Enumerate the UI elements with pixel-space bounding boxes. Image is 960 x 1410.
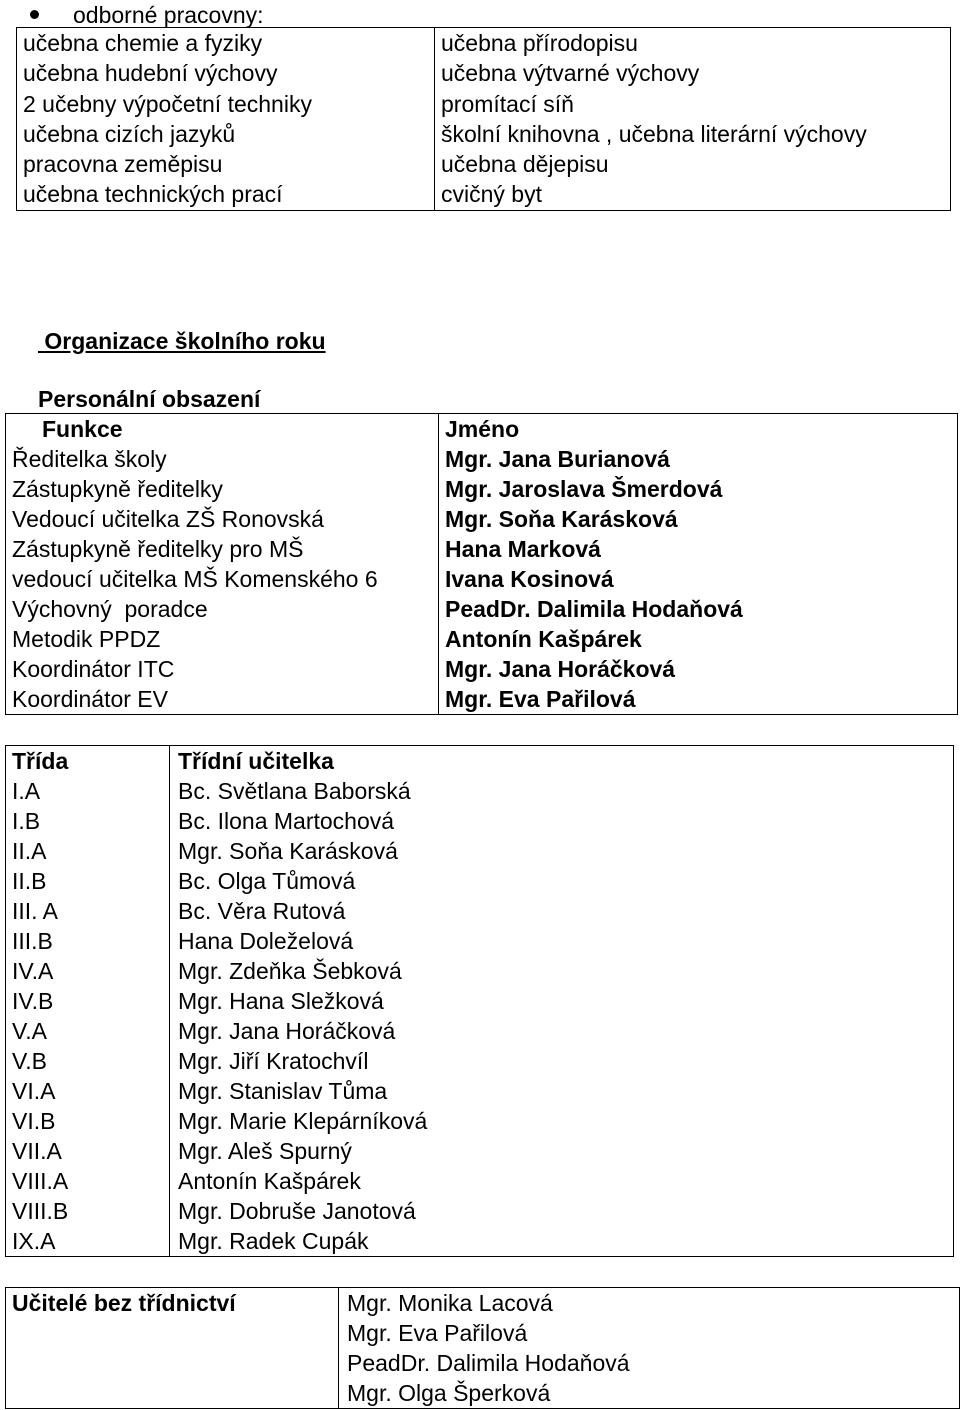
class-label: III. A <box>12 898 59 924</box>
room-item: cvičný byt <box>441 181 542 208</box>
staff-name: Mgr. Jana Burianová <box>445 446 670 472</box>
teacher-name: Mgr. Aleš Spurný <box>178 1138 352 1164</box>
class-header: Třída <box>12 748 69 774</box>
teacher-cell <box>170 746 954 1257</box>
room-item: učebna výtvarné výchovy <box>441 60 700 87</box>
no-class-label-cell <box>6 1288 339 1409</box>
staff-function-cell <box>6 414 439 715</box>
no-class-label: Učitelé bez třídnictví <box>12 1290 236 1316</box>
rooms-right-cell <box>435 28 951 211</box>
class-label: IV.B <box>12 988 54 1014</box>
teacher-name: Mgr. Radek Cupák <box>178 1228 369 1254</box>
class-label: V.A <box>12 1018 47 1044</box>
class-label: II.B <box>12 868 47 894</box>
teacher-name: Mgr. Zdeňka Šebková <box>178 958 402 984</box>
staff-function: Výchovný poradce <box>12 596 208 622</box>
teacher-name: Mgr. Jana Horáčková <box>178 1018 396 1044</box>
no-class-teachers-table <box>5 1287 960 1409</box>
section-title: Organizace školního roku <box>38 328 326 354</box>
room-item: učebna chemie a fyziky <box>23 30 263 56</box>
class-label: II.A <box>12 838 47 864</box>
teacher-name: Mgr. Stanislav Tůma <box>178 1078 388 1104</box>
teacher-name: Mgr. Soňa Karásková <box>178 838 398 864</box>
staff-function: Vedoucí učitelka ZŠ Ronovská <box>12 506 324 532</box>
teacher-name: Antonín Kašpárek <box>178 1168 361 1194</box>
staff-name: Antonín Kašpárek <box>445 626 642 652</box>
staff-function: vedoucí učitelka MŠ Komenského 6 <box>12 566 378 592</box>
staff-name: Ivana Kosinová <box>445 566 614 592</box>
room-item: učebna hudební výchovy <box>23 60 278 87</box>
staff-name: PeadDr. Dalimila Hodaňová <box>445 596 743 622</box>
class-label: I.B <box>12 808 41 834</box>
room-item: pracovna zeměpisu <box>23 151 223 178</box>
teacher-name: Bc. Věra Rutová <box>178 898 346 924</box>
class-label: VIII.A <box>12 1168 69 1194</box>
class-label: I.A <box>12 778 41 804</box>
class-label: VI.A <box>12 1078 56 1104</box>
teacher-name: Bc. Světlana Baborská <box>178 778 411 804</box>
teacher-name: Mgr. Marie Klepárníková <box>178 1108 428 1134</box>
rooms-left-cell <box>17 28 435 211</box>
class-label: III.B <box>12 928 53 954</box>
class-label: VI.B <box>12 1108 56 1134</box>
class-label: VII.A <box>12 1138 62 1164</box>
no-class-teacher: PeadDr. Dalimila Hodaňová <box>347 1350 630 1376</box>
staff-name: Mgr. Jana Horáčková <box>445 656 676 682</box>
no-class-teacher: Mgr. Olga Šperková <box>347 1380 551 1406</box>
room-item: 2 učebny výpočetní techniky <box>23 90 312 117</box>
teacher-name: Mgr. Dobruše Janotová <box>178 1198 416 1224</box>
class-label: VIII.B <box>12 1198 69 1224</box>
class-teachers-table <box>5 745 954 1257</box>
room-item: učebna technických prací <box>23 181 283 208</box>
no-class-names-cell <box>339 1288 960 1409</box>
staff-name: Hana Marková <box>445 536 601 562</box>
room-item: učebna přírodopisu <box>441 30 638 56</box>
class-label: IV.A <box>12 958 54 984</box>
class-label: V.B <box>12 1048 47 1074</box>
room-item: promítací síň <box>441 90 574 117</box>
staff-function: Koordinátor ITC <box>12 656 175 682</box>
staff-function: Koordinátor EV <box>12 686 168 712</box>
teacher-name: Bc. Ilona Martochová <box>178 808 395 834</box>
rooms-bullet-label: odborné pracovny: <box>73 2 264 28</box>
teacher-name: Hana Doleželová <box>178 928 354 954</box>
no-class-teacher: Mgr. Monika Lacová <box>347 1290 553 1316</box>
room-item: učebna dějepisu <box>441 151 609 178</box>
rooms-bullet <box>30 2 264 28</box>
staff-name-cell <box>439 414 958 715</box>
staff-table <box>5 413 958 715</box>
staff-function: Metodik PPDZ <box>12 626 161 652</box>
staff-name: Mgr. Jaroslava Šmerdová <box>445 476 723 502</box>
teacher-name: Bc. Olga Tůmová <box>178 868 356 894</box>
no-class-teacher: Mgr. Eva Pařilová <box>347 1320 528 1346</box>
room-item: školní knihovna , učebna literární výchovy <box>441 120 867 147</box>
room-item: učebna cizích jazyků <box>23 120 236 147</box>
teacher-header: Třídní učitelka <box>178 748 334 774</box>
staff-title: Personální obsazení <box>38 386 261 412</box>
teacher-name: Mgr. Jiří Kratochvíl <box>178 1048 369 1074</box>
staff-function: Zástupkyně ředitelky pro MŠ <box>12 536 304 562</box>
staff-name: Mgr. Eva Pařilová <box>445 686 636 712</box>
class-cell <box>6 746 170 1257</box>
staff-header-function: Funkce <box>42 416 123 442</box>
bullet-icon <box>30 10 39 19</box>
staff-name: Mgr. Soňa Karásková <box>445 506 678 532</box>
staff-function: Zástupkyně ředitelky <box>12 476 223 502</box>
staff-header-name: Jméno <box>445 416 520 442</box>
class-label: IX.A <box>12 1228 56 1254</box>
rooms-table <box>16 27 951 211</box>
teacher-name: Mgr. Hana Sležková <box>178 988 384 1014</box>
staff-function: Ředitelka školy <box>12 446 167 472</box>
